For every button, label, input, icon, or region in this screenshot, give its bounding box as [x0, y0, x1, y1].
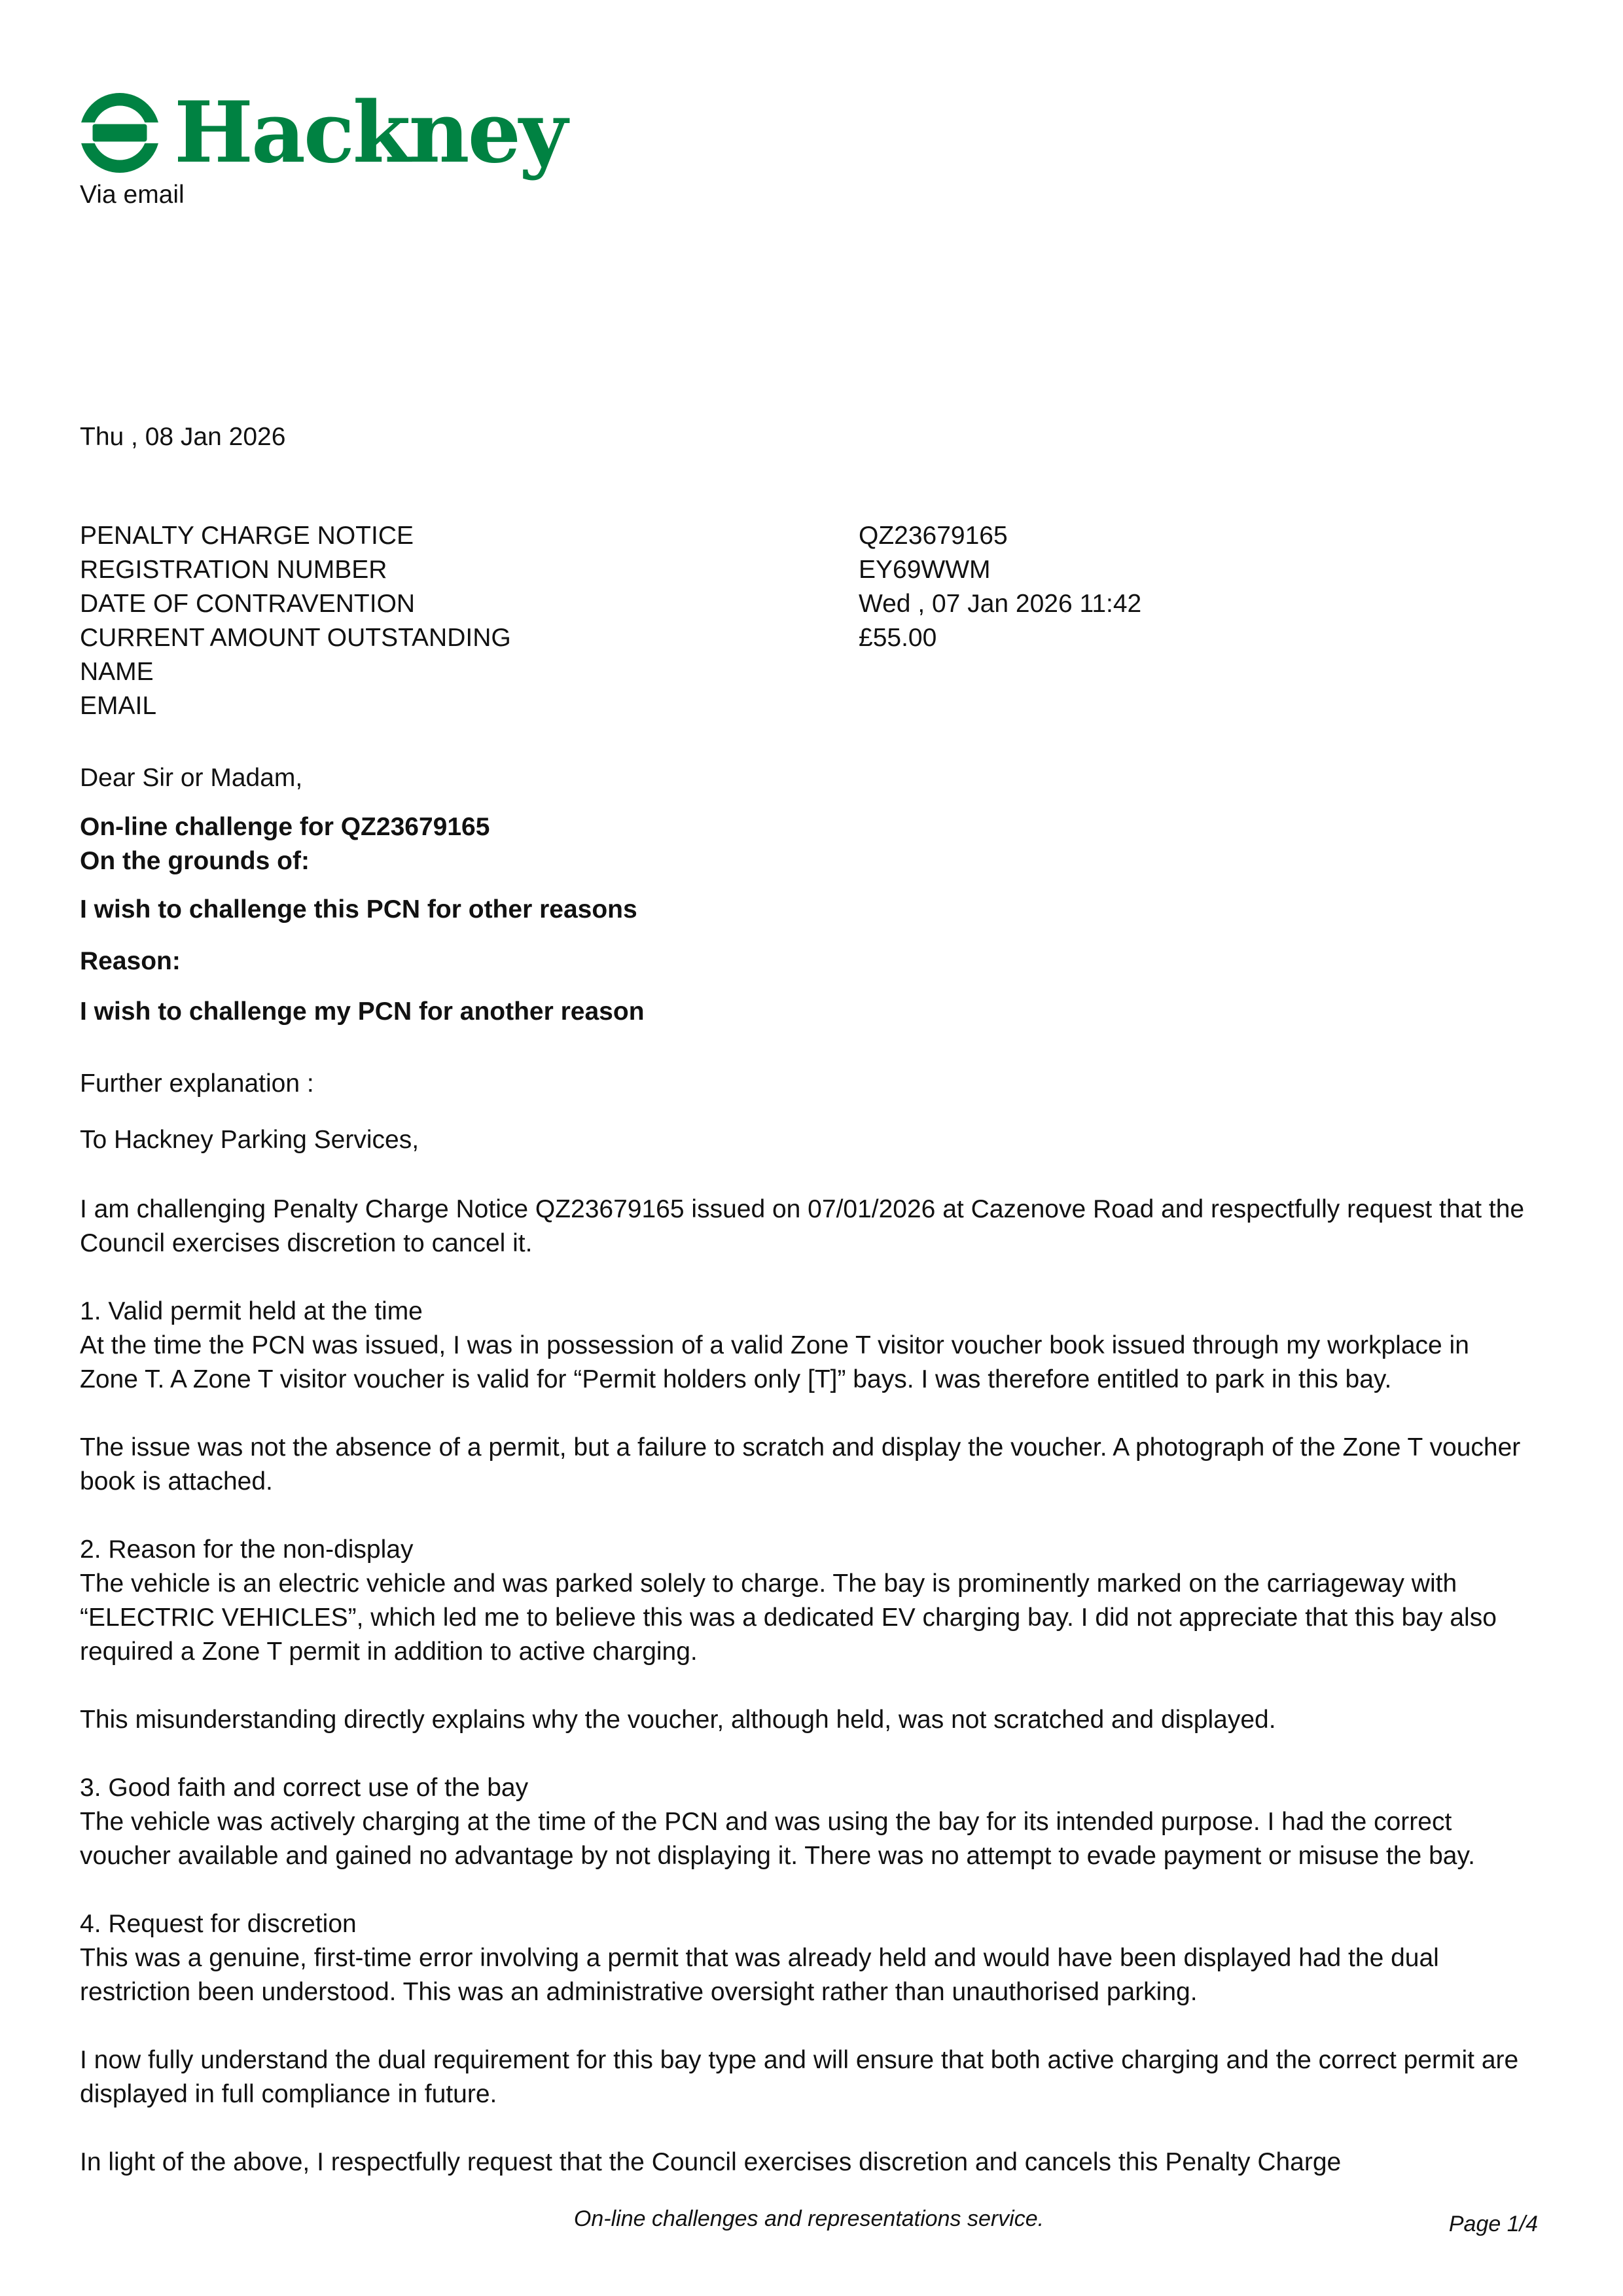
pcn-details: [80, 519, 1527, 723]
salutation: Dear Sir or Madam,: [80, 764, 303, 792]
section-body: This was a genuine, first-time error involving a permit that was already held and would have been displayed had the dual restriction been understood. This was an administrative oversight rather than unauthorised parking.: [80, 1944, 1439, 2006]
further-explanation-label: Further explanation :: [80, 1069, 314, 1098]
details-value: [859, 655, 1527, 689]
closing-paragraph: [80, 2145, 1527, 2179]
challenge-ground: I wish to challenge this PCN for other reasons: [80, 895, 637, 924]
section-body: At the time the PCN was issued, I was in possession of a valid Zone T visitor voucher book issued through my workplace in Zone T. A Zone T visitor voucher is valid for “Permit holders only [T]” bays. I was therefore entitled to park in this bay.: [80, 1331, 1469, 1393]
details-row-email: [80, 689, 1527, 723]
letter-section-1b: [80, 1431, 1527, 1499]
hackney-h-roundel-icon: [80, 93, 160, 173]
details-label: NAME: [80, 658, 154, 686]
details-label: CURRENT AMOUNT OUTSTANDING: [80, 624, 511, 652]
details-value: EY69WWM: [859, 556, 991, 584]
letter-section-3: [80, 1771, 1527, 1873]
letter-section-1: [80, 1295, 1527, 1397]
section-body: The issue was not the absence of a permit, but a failure to scratch and display the voucher. A photograph of the Zone T voucher book is attached.: [80, 1433, 1521, 1496]
challenge-title: On-line challenge for QZ23679165: [80, 813, 490, 841]
section-title: 4. Request for discretion: [80, 1910, 357, 1938]
details-row-amount: [80, 621, 1527, 655]
details-value: [859, 689, 1527, 723]
letter-section-4b: [80, 2043, 1527, 2111]
details-value: £55.00: [859, 624, 937, 652]
letter-date: Thu , 08 Jan 2026: [80, 423, 286, 451]
details-value: QZ23679165: [859, 522, 1008, 550]
details-label: DATE OF CONTRAVENTION: [80, 590, 416, 618]
section-title: 3. Good faith and correct use of the bay: [80, 1774, 529, 1802]
via-email-label: Via email: [80, 181, 185, 209]
grounds-label: On the grounds of:: [80, 847, 310, 875]
page-number: Page 1/4: [1448, 2212, 1538, 2236]
section-body: This misunderstanding directly explains why the voucher, although held, was not scratched and displayed.: [80, 1706, 1276, 1734]
addressee: To Hackney Parking Services,: [80, 1126, 419, 1154]
hackney-logo: [80, 84, 1527, 182]
letter-section-4: [80, 1907, 1527, 2009]
section-title: 2. Reason for the non-display: [80, 1535, 414, 1564]
section-body: I now fully understand the dual requirement for this bay type and will ensure that both active charging and the correct permit are displayed in full compliance in future.: [80, 2046, 1519, 2108]
letter-section-2: [80, 1533, 1527, 1669]
details-label: EMAIL: [80, 692, 157, 720]
details-row-name: [80, 655, 1527, 689]
logo-wordmark: Hackney: [174, 84, 566, 182]
details-row-contravention-date: [80, 587, 1527, 621]
reason-label: Reason:: [80, 947, 181, 975]
challenge-title-block: [80, 810, 1527, 878]
details-value: Wed , 07 Jan 2026 11:42: [859, 590, 1142, 618]
details-label: PENALTY CHARGE NOTICE: [80, 522, 414, 550]
section-title: 1. Valid permit held at the time: [80, 1297, 423, 1325]
details-row-pcn: [80, 519, 1527, 553]
details-label: REGISTRATION NUMBER: [80, 556, 387, 584]
footer-service-text: On-line challenges and representations service.: [573, 2206, 1044, 2231]
section-body: The vehicle was actively charging at the time of the PCN and was using the bay for its intended purpose. I had the correct voucher available and gained no advantage by not displaying it. There was no attempt to evade payment or misuse the bay.: [80, 1808, 1475, 1870]
section-body: In light of the above, I respectfully request that the Council exercises discretion and cancels this Penalty Charge: [80, 2148, 1342, 2176]
details-row-registration: [80, 553, 1527, 587]
reason-text: I wish to challenge my PCN for another reason: [80, 997, 645, 1026]
intro-paragraph: I am challenging Penalty Charge Notice QZ23679165 issued on 07/01/2026 at Cazenove Road and respectfully request that the Council exercises discretion to cancel it.: [80, 1195, 1525, 1257]
section-body: The vehicle is an electric vehicle and was parked solely to charge. The bay is prominently marked on the carriageway with “ELECTRIC VEHICLES”, which led me to believe this was a dedicated EV charging bay. I did not appreciate that this bay also required a Zone T permit in addition to active charging.: [80, 1570, 1497, 1666]
letter-section-2b: [80, 1703, 1527, 1737]
